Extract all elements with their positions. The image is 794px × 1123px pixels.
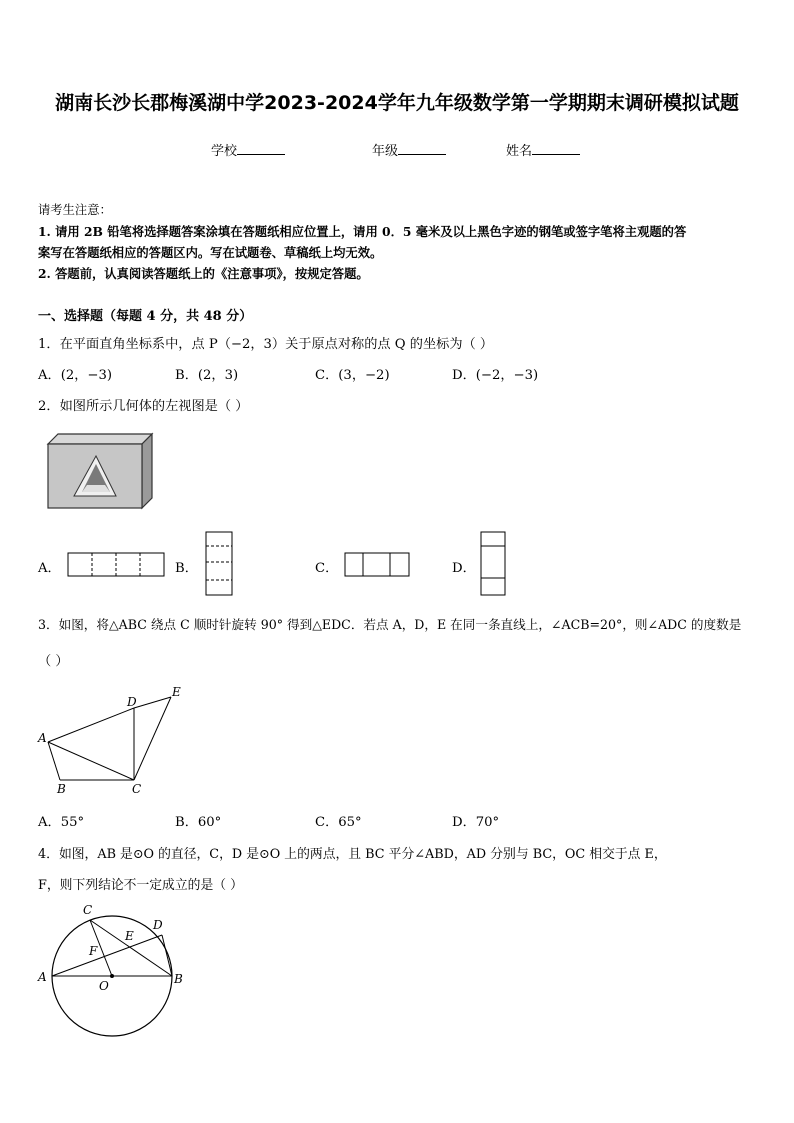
grade-field[interactable] (372, 140, 446, 159)
q2-option-d[interactable]: D． (452, 561, 476, 576)
q3-option-c[interactable]: C．65° (315, 815, 362, 830)
notice-item-1b: 案写在答题纸相应的答题区内。写在试题卷、草稿纸上均无效。 (38, 245, 383, 260)
page-title: 湖南长沙长郡梅溪湖中学2023-2024学年九年级数学第一学期期末调研模拟试题 (55, 92, 739, 114)
q2-option-c-figure[interactable] (343, 551, 413, 579)
q1-option-c[interactable]: C．(3，−2) (315, 368, 390, 383)
q1-option-d[interactable]: D．(−2，−3) (452, 368, 539, 383)
q3-option-d[interactable]: D．70° (452, 815, 500, 830)
notice-item-1a: 1. 请用 2B 铅笔将选择题答案涂填在答题纸相应位置上，请用 0．5 毫米及以上黑色字迹的钢笔或签字笔将主观题的答 (38, 224, 687, 239)
grade-label: 年级 (372, 144, 399, 159)
q3-triangle-figure (30, 680, 200, 800)
q4-label-d: D (153, 918, 163, 932)
q3-label-d: D (127, 695, 137, 709)
q3-stem-line2: （ ） (38, 654, 69, 669)
q4-label-o: O (99, 979, 109, 993)
q2-option-a[interactable]: A． (38, 561, 61, 576)
notice-block (38, 200, 758, 284)
q3-label-c: C (132, 782, 142, 796)
q4-label-c: C (83, 903, 93, 917)
school-label: 学校 (211, 144, 238, 159)
notice-item-2: 2. 答题前，认真阅读答题纸上的《注意事项》，按规定答题。 (38, 266, 369, 281)
grade-blank[interactable] (398, 142, 446, 155)
q3-label-b: B (57, 782, 66, 796)
q2-option-c[interactable]: C． (315, 561, 339, 576)
school-blank[interactable] (237, 142, 285, 155)
q4-stem-line1: 4．如图，AB 是⊙O 的直径，C，D 是⊙O 上的两点，且 BC 平分∠ABD，AD 分别与 BC，OC 相交于点 E， (38, 847, 667, 862)
name-field[interactable] (506, 140, 580, 159)
q2-option-a-figure[interactable] (66, 551, 168, 579)
q4-circle-figure (30, 898, 190, 1038)
q4-label-a: A (38, 970, 47, 984)
q2-solid-figure (40, 430, 160, 514)
q3-label-a: A (38, 731, 47, 745)
q4-label-f: F (89, 944, 98, 958)
q3-option-b[interactable]: B．60° (175, 815, 222, 830)
q2-stem: 2．如图所示几何体的左视图是（ ） (38, 399, 249, 414)
section-heading: 一、选择题（每题 4 分，共 48 分） (38, 309, 253, 324)
name-label: 姓名 (506, 144, 533, 159)
q1-stem: 1．在平面直角坐标系中，点 P（−2，3）关于原点对称的点 Q 的坐标为（ ） (38, 337, 494, 352)
school-field[interactable] (211, 140, 285, 159)
q3-option-a[interactable]: A．55° (38, 815, 85, 830)
q1-option-a[interactable]: A．(2，−3) (38, 368, 113, 383)
q4-stem-line2: F，则下列结论不一定成立的是（ ） (38, 878, 243, 893)
q3-label-e: E (172, 685, 181, 699)
q4-label-b: B (174, 972, 183, 986)
q4-label-e: E (125, 929, 134, 943)
name-blank[interactable] (532, 142, 580, 155)
q2-option-d-figure[interactable] (479, 530, 509, 598)
q1-option-b[interactable]: B．(2，3) (175, 368, 239, 383)
q2-option-b[interactable]: B． (175, 561, 198, 576)
q3-stem-line1: 3．如图，将△ABC 绕点 C 顺时针旋转 90° 得到△EDC．若点 A，D，E 在同一条直线上，∠ACB=20°，则∠ADC 的度数是 (38, 617, 742, 632)
notice-heading: 请考生注意： (38, 203, 112, 217)
q2-option-b-figure[interactable] (204, 530, 236, 598)
